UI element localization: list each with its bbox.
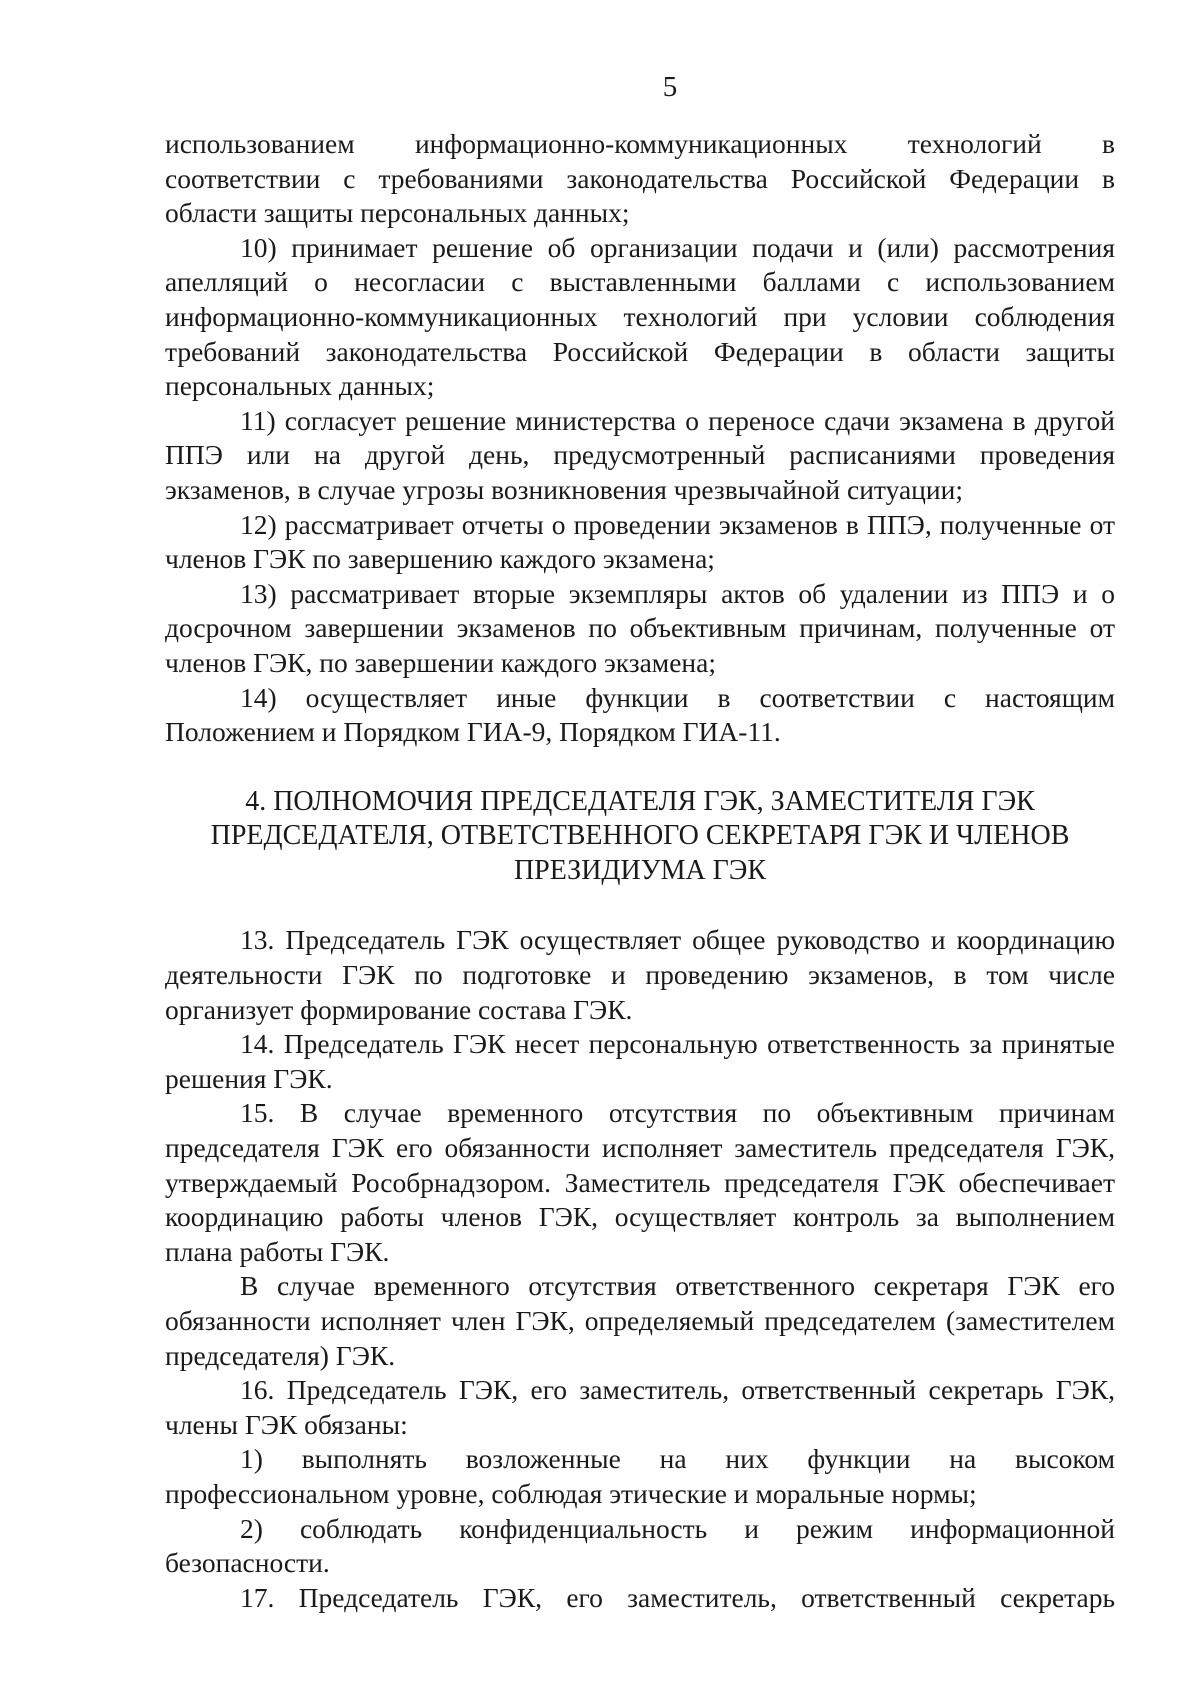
list-item-14: 14) осуществляет иные функции в соответствии с настоящим Положением и Порядком ГИА-9, Порядком ГИА-11. xyxy=(165,681,1115,748)
clause-16: 16. Председатель ГЭК, его заместитель, ответственный секретарь ГЭК, члены ГЭК обязаны: xyxy=(165,1374,1115,1440)
section-heading-line-1: 4. ПОЛНОМОЧИЯ ПРЕДСЕДАТЕЛЯ ГЭК, ЗАМЕСТИТЕЛЯ ГЭК xyxy=(245,785,1035,817)
paragraph-continuation: использованием информационно-коммуникационных технологий в соответствии с требованиями законодательства Российской Федерации в области защиты персональных данных; xyxy=(165,128,1115,229)
clause-14: 14. Председатель ГЭК несет персональную ответственность за принятые решения ГЭК. xyxy=(165,1028,1115,1094)
list-item-10: 10) принимает решение об организации подачи и (или) рассмотрения апелляций о несогласии с выставленными баллами с использованием информационно-коммуникационных технологий при условии соблюдения требований законодательства Российской Федерации в области защиты персональных данных; xyxy=(165,231,1115,402)
section-heading-line-2: ПРЕДСЕДАТЕЛЯ, ОТВЕТСТВЕННОГО СЕКРЕТАРЯ ГЭК И ЧЛЕНОВ xyxy=(210,820,1070,852)
list-item-12: 12) рассматривает отчеты о проведении экзаменов в ППЭ, полученные от членов ГЭК по завершению каждого экзамена; xyxy=(165,508,1115,575)
clause-15-continued: В случае временного отсутствия ответственного секретаря ГЭК его обязанности исполняет член ГЭК, определяемый председателем (заместителем председателя) ГЭК. xyxy=(165,1270,1115,1371)
section-heading-line-3: ПРЕЗИДИУМА ГЭК xyxy=(513,854,767,886)
clause-13: 13. Председатель ГЭК осуществляет общее руководство и координацию деятельности ГЭК по подготовке и проведению экзаменов, в том числе организует формирование состава ГЭК. xyxy=(165,924,1115,1025)
list-item-11: 11) согласует решение министерства о переносе сдачи экзамена в другой ППЭ или на другой день, предусмотренный расписаниями проведения экзаменов, в случае угрозы возникновения чрезвычайной ситуации; xyxy=(165,404,1115,505)
clause-15: 15. В случае временного отсутствия по объективным причинам председателя ГЭК его обязанности исполняет заместитель председателя ГЭК, утверждаемый Рособрнадзором. Заместитель председателя ГЭК обеспечивает координацию работы членов ГЭК, осуществляет контроль за выполнением плана работы ГЭК. xyxy=(165,1097,1115,1267)
document-body xyxy=(165,127,1115,1615)
clause-16-item-1: 1) выполнять возложенные на них функции на высоком профессиональном уровне, соблюдая этические и моральные нормы; xyxy=(165,1443,1115,1509)
clause-16-item-2: 2) соблюдать конфиденциальность и режим информационной безопасности. xyxy=(165,1512,1115,1579)
section-heading xyxy=(165,785,1115,889)
list-item-13: 13) рассматривает вторые экземпляры актов об удалении из ППЭ и о досрочном завершении экзаменов по объективным причинам, полученные от членов ГЭК, по завершении каждого экзамена; xyxy=(165,577,1115,678)
clause-17: 17. Председатель ГЭК, его заместитель, ответственный секретарь xyxy=(240,1581,1115,1613)
page-number: 5 xyxy=(662,71,678,103)
